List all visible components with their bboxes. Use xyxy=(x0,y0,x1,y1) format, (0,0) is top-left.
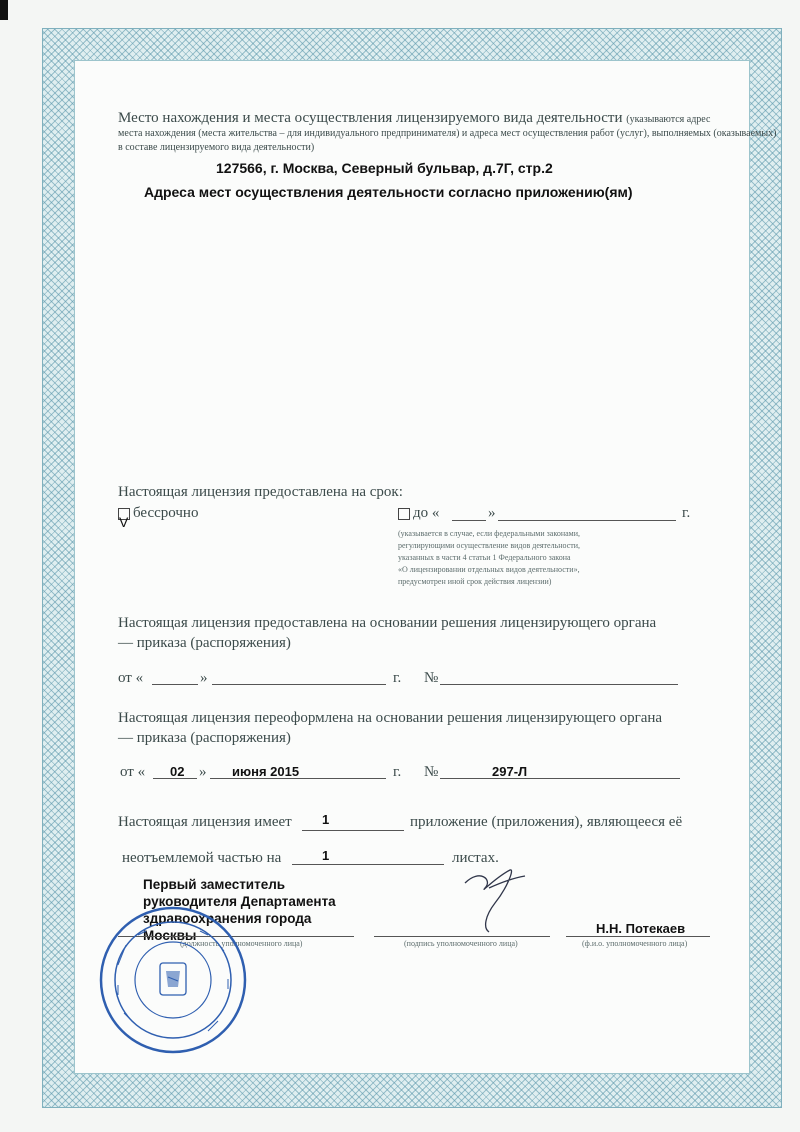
addresses-note: Адреса мест осуществления деятельности согласно приложению(ям) xyxy=(144,184,633,200)
position-line: здравоохранения города xyxy=(143,911,312,926)
reissue-number: 297-Л xyxy=(492,764,528,779)
grant-day-line xyxy=(152,684,198,685)
term-unlimited-option xyxy=(118,505,198,522)
reissue-number-sign: № xyxy=(424,764,439,780)
reissue-month-year: июня 2015 xyxy=(232,764,300,779)
term-note-line: указанных в части 4 статьи 1 Федерального закона xyxy=(398,553,571,562)
term-note-line: предусмотрен иной срок действия лицензии) xyxy=(398,577,552,586)
until-date-line xyxy=(498,520,676,521)
until-day-line xyxy=(452,520,486,521)
grant-number-line xyxy=(440,684,678,685)
position-caption: (должность уполномоченного лица) xyxy=(180,939,303,948)
term-note-line: регулирующими осуществление видов деятельности, xyxy=(398,541,581,550)
grant-from: от « xyxy=(118,670,144,686)
appendix-text4: листах. xyxy=(452,850,499,866)
term-note xyxy=(398,528,638,588)
reissue-line1: Настоящая лицензия переоформлена на основании решения лицензирующего органа xyxy=(118,710,663,726)
name-line-rule xyxy=(566,936,710,937)
term-heading: Настоящая лицензия предоставлена на срок: xyxy=(118,484,403,500)
reissue-year: г. xyxy=(393,764,402,780)
name-caption: (ф.и.о. уполномоченного лица) xyxy=(582,939,688,948)
until-prefix: до « xyxy=(413,505,440,521)
grant-number-sign: № xyxy=(424,670,439,686)
until-year-suffix: г. xyxy=(682,505,691,521)
until-checkbox xyxy=(398,508,410,520)
grant-line1: Настоящая лицензия предоставлена на основании решения лицензирующего органа xyxy=(118,615,657,631)
reissue-from: от « xyxy=(120,764,146,780)
appendix-count-line xyxy=(302,830,404,831)
grant-line2: — приказа (распоряжения) xyxy=(118,635,291,651)
position-line: Первый заместитель xyxy=(143,877,286,892)
appendix-sheets-line xyxy=(292,864,444,865)
signatory-name: Н.Н. Потекаев xyxy=(596,921,686,936)
position-line: руководителя Департамента xyxy=(143,894,336,909)
unlimited-label: бессрочно xyxy=(133,505,199,521)
term-note-line: (указывается в случае, если федеральными законами, xyxy=(398,529,581,538)
reissue-day: 02 xyxy=(170,764,185,779)
location-note-line2: места нахождения (места жительства – для индивидуального предпринимателя) и адреса мест осуществления работ (услуг), выполняемых (оказываемых) xyxy=(118,128,777,139)
grant-year: г. xyxy=(393,670,402,686)
handwritten-signature xyxy=(455,858,535,938)
location-heading-block xyxy=(118,110,718,127)
location-note-line1: (указываются адрес xyxy=(626,114,711,125)
location-note-line3: в составе лицензируемого вида деятельности) xyxy=(118,142,315,153)
position-line: Москвы xyxy=(143,928,197,943)
grant-mid: » xyxy=(200,670,208,686)
appendix-count: 1 xyxy=(322,812,330,827)
license-address: 127566, г. Москва, Северный бульвар, д.7Г, стр.2 xyxy=(216,160,553,176)
scan-corner-mark xyxy=(0,0,8,20)
appendix-text3: неотъемлемой частью на xyxy=(122,850,282,866)
grant-date-line xyxy=(212,684,386,685)
location-heading: Место нахождения и места осуществления лицензируемого вида деятельности xyxy=(118,110,623,126)
appendix-sheets: 1 xyxy=(322,848,330,863)
term-until-option xyxy=(398,505,439,522)
signature-caption: (подпись уполномоченного лица) xyxy=(404,939,518,948)
appendix-text1: Настоящая лицензия имеет xyxy=(118,814,292,830)
official-stamp xyxy=(98,905,248,1055)
term-note-line: «О лицензировании отдельных видов деятельности», xyxy=(398,565,580,574)
reissue-mid: » xyxy=(199,764,207,780)
reissue-number-line xyxy=(440,778,680,779)
appendix-text2: приложение (приложения), являющееся её xyxy=(410,814,683,830)
unlimited-check-mark: V xyxy=(119,514,129,530)
reissue-line2: — приказа (распоряжения) xyxy=(118,730,291,746)
until-mid: » xyxy=(488,505,496,521)
